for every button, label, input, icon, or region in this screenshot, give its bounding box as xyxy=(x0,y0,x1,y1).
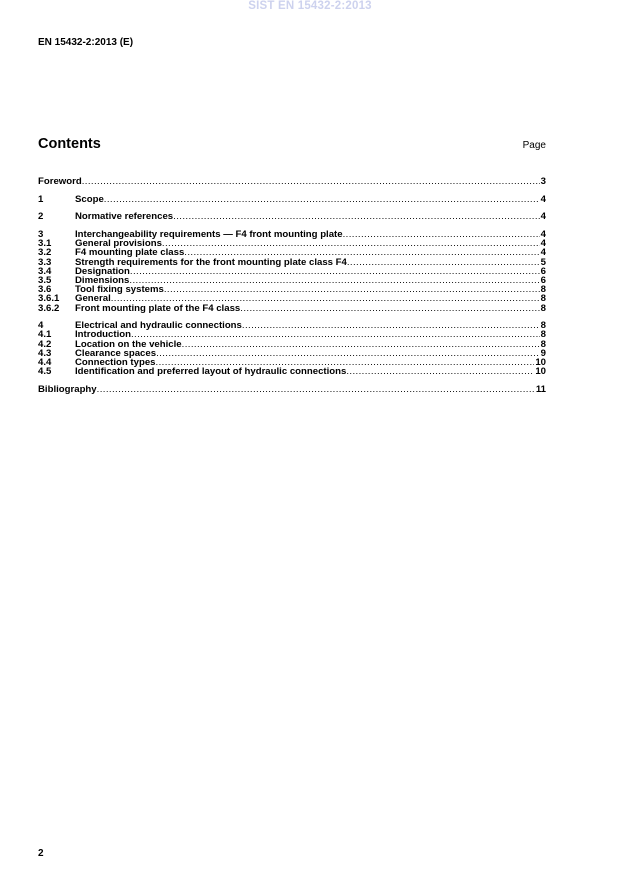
toc-leader-dots xyxy=(184,248,539,257)
toc-entry-page: 6 xyxy=(540,266,546,276)
toc-entry-title: Front mounting plate of the F4 class xyxy=(75,303,241,313)
toc-entry-page: 9 xyxy=(540,348,546,358)
toc-entry-title: F4 mounting plate class xyxy=(75,248,185,258)
toc-entry-3-2[interactable] xyxy=(38,248,546,257)
toc-leader-dots xyxy=(82,177,540,186)
toc-leader-dots xyxy=(182,340,540,349)
toc-entry-number: 3.5 xyxy=(38,276,52,286)
toc-entry-3-4[interactable] xyxy=(38,267,546,276)
toc-entry-4-1[interactable] xyxy=(38,330,546,339)
toc-leader-dots xyxy=(173,212,540,221)
toc-entry-3-6[interactable] xyxy=(38,285,546,294)
toc-entry-title: Scope xyxy=(75,194,104,204)
toc-leader-dots xyxy=(131,330,540,339)
toc-entry-page: 4 xyxy=(540,248,546,258)
toc-entry-page: 6 xyxy=(540,276,546,286)
toc-leader-dots xyxy=(97,385,535,394)
toc-entry-number: 3 xyxy=(38,230,44,240)
toc-entry-page: 8 xyxy=(540,285,546,295)
toc-entry-number: 4.4 xyxy=(38,358,52,368)
toc-entry-number: 3.2 xyxy=(38,248,52,258)
toc-entry-page: 10 xyxy=(535,358,546,368)
toc-entry-page: 4 xyxy=(540,230,546,240)
toc-entry-title: Interchangeability requirements — F4 front mounting plate xyxy=(75,230,343,240)
toc-leader-dots xyxy=(347,258,540,267)
toc-entry-3-1[interactable] xyxy=(38,239,546,248)
toc-entry-page: 5 xyxy=(540,257,546,267)
toc-entry-page: 8 xyxy=(540,321,546,331)
toc-leader-dots xyxy=(164,285,540,294)
toc-entry-title: General provisions xyxy=(75,239,162,249)
toc-entry-title: Normative references xyxy=(75,212,174,222)
watermark: SIST EN 15432-2:2013 xyxy=(248,0,372,12)
toc-entry-title: Foreword xyxy=(38,177,82,187)
toc-leader-dots xyxy=(129,276,539,285)
table-of-contents xyxy=(38,177,546,394)
toc-entry-4[interactable] xyxy=(38,321,546,330)
toc-entry-number: 4.1 xyxy=(38,330,52,340)
toc-entry-page: 8 xyxy=(540,303,546,313)
toc-entry-page: 10 xyxy=(535,367,546,377)
toc-leader-dots xyxy=(240,304,539,313)
page-number: 2 xyxy=(38,848,44,859)
toc-entry-number: 3.1 xyxy=(38,239,52,249)
toc-entry-page: 8 xyxy=(540,330,546,340)
toc-entry-page: 3 xyxy=(540,177,546,187)
toc-entry-number: 3.6.1 xyxy=(38,294,60,304)
toc-entry-title: Electrical and hydraulic connections xyxy=(75,321,242,331)
toc-entry-number: 3.3 xyxy=(38,257,52,267)
toc-entry-bibliography[interactable] xyxy=(38,385,546,394)
toc-entry-3-5[interactable] xyxy=(38,276,546,285)
toc-entry-4-4[interactable] xyxy=(38,358,546,367)
toc-entry-1[interactable] xyxy=(38,195,546,204)
toc-entry-number: 4.2 xyxy=(38,339,52,349)
toc-entry-page: 4 xyxy=(540,194,546,204)
toc-entry-number: 4.5 xyxy=(38,367,52,377)
toc-entry-title: Tool fixing systems xyxy=(75,285,164,295)
document-identifier: EN 15432-2:2013 (E) xyxy=(38,37,134,48)
toc-entry-number: 1 xyxy=(38,194,44,204)
toc-entry-4-2[interactable] xyxy=(38,340,546,349)
toc-entry-title: Location on the vehicle xyxy=(75,339,182,349)
toc-leader-dots xyxy=(104,195,540,204)
toc-entry-page: 11 xyxy=(535,384,546,395)
toc-entry-3-6-1[interactable] xyxy=(38,294,546,303)
toc-entry-title: General xyxy=(75,294,111,304)
toc-entry-3[interactable] xyxy=(38,230,546,239)
toc-entry-3-6-2[interactable] xyxy=(38,304,546,313)
toc-entry-title: Clearance spaces xyxy=(75,348,157,358)
contents-heading: Contents xyxy=(38,136,101,152)
toc-entry-title: Identification and preferred layout of hydraulic connections xyxy=(75,367,347,377)
toc-entry-page: 8 xyxy=(540,294,546,304)
toc-entry-foreword[interactable] xyxy=(38,177,546,186)
toc-entry-number: 2 xyxy=(38,212,44,222)
toc-entry-page: 4 xyxy=(540,212,546,222)
toc-entry-page: 4 xyxy=(540,239,546,249)
toc-entry-number: 4.3 xyxy=(38,348,52,358)
page-column-label: Page xyxy=(522,140,546,151)
toc-entry-number: 3.4 xyxy=(38,266,52,276)
toc-entry-number: 4 xyxy=(38,321,44,331)
toc-leader-dots xyxy=(343,230,540,239)
toc-leader-dots xyxy=(111,294,540,303)
toc-leader-dots xyxy=(156,349,540,358)
toc-leader-dots xyxy=(242,321,540,330)
toc-entry-title: Introduction xyxy=(75,330,131,340)
toc-entry-title: Designation xyxy=(75,266,130,276)
toc-entry-page: 8 xyxy=(540,339,546,349)
toc-entry-3-3[interactable] xyxy=(38,258,546,267)
toc-leader-dots xyxy=(346,367,534,376)
toc-entry-number: 3.6.2 xyxy=(38,303,60,313)
toc-entry-title: Bibliography xyxy=(38,384,97,395)
toc-entry-2[interactable] xyxy=(38,212,546,221)
toc-leader-dots xyxy=(156,358,535,367)
toc-entry-title: Dimensions xyxy=(75,276,130,286)
toc-entry-4-3[interactable] xyxy=(38,349,546,358)
toc-entry-4-5[interactable] xyxy=(38,367,546,376)
toc-leader-dots xyxy=(162,239,540,248)
toc-entry-number: 3.6 xyxy=(38,285,52,295)
toc-entry-title: Strength requirements for the front mounting plate class F4 xyxy=(75,257,347,267)
toc-leader-dots xyxy=(130,267,540,276)
toc-entry-title: Connection types xyxy=(75,358,156,368)
